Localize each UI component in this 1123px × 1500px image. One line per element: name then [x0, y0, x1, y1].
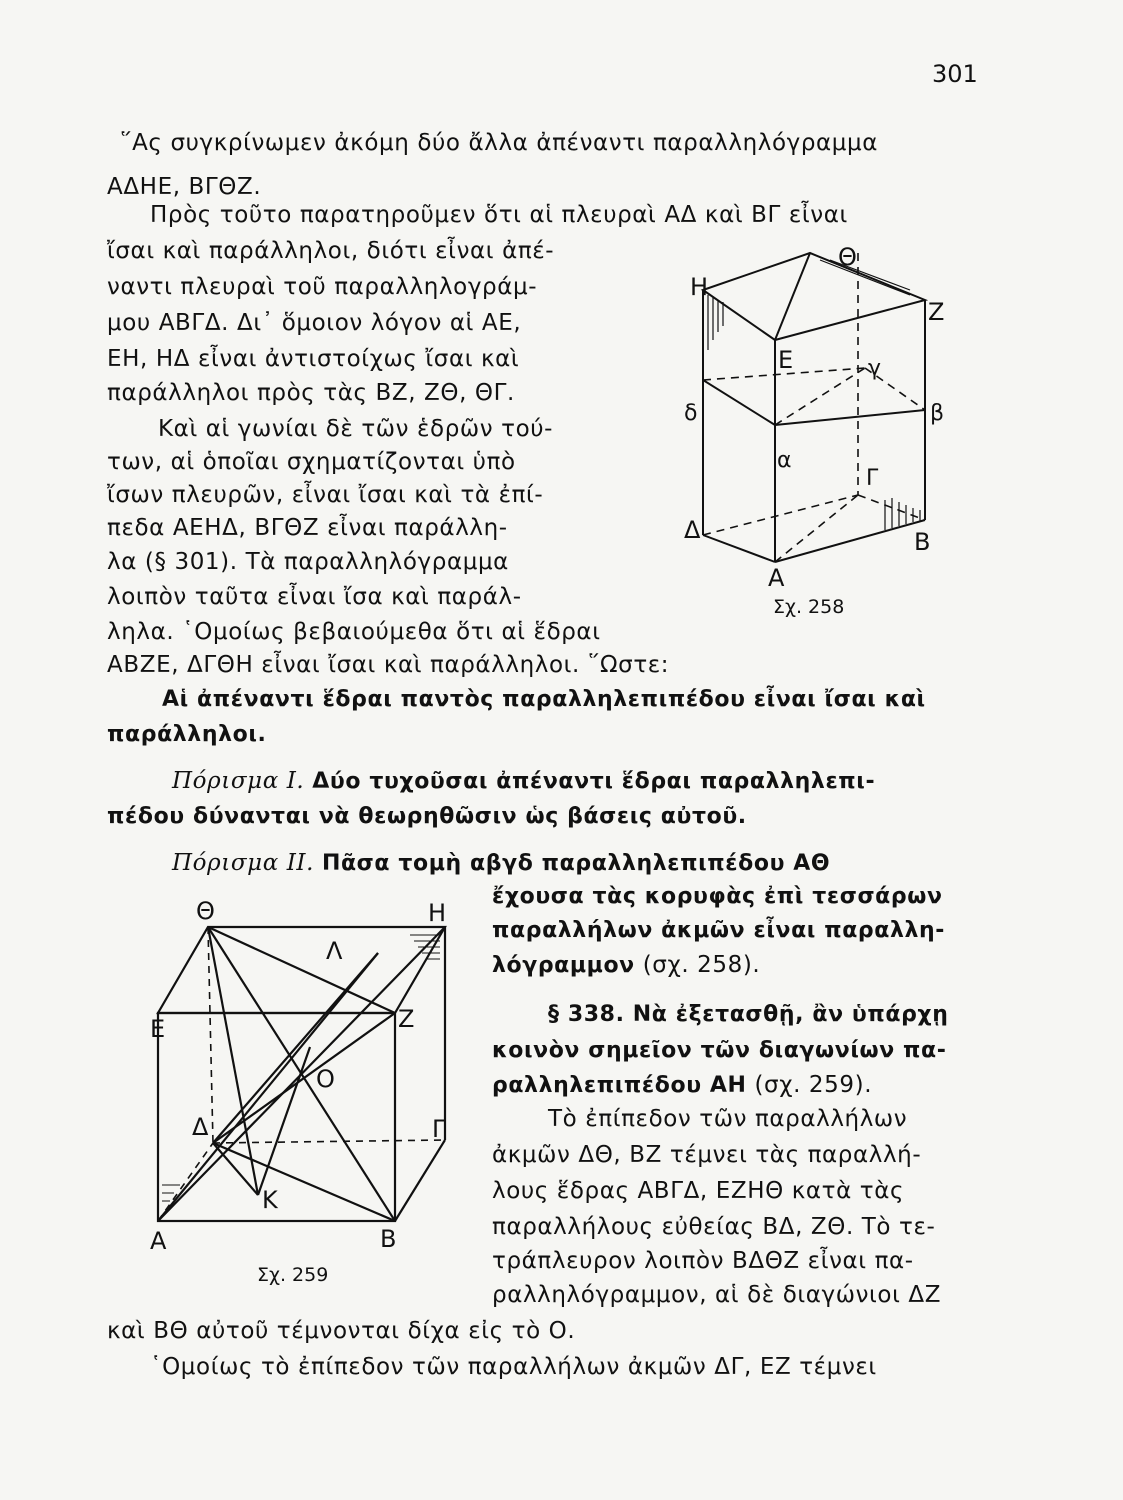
text-line: ΑΒΖΕ, ΔΓΘΗ εἶναι ἴσαι καὶ παράλληλοι. ῞Ωστε: — [107, 652, 670, 678]
figure-caption: Σχ. 258 — [773, 596, 845, 618]
hatching — [708, 260, 920, 530]
vertex-label: Γ — [432, 1115, 446, 1143]
section-heading: ραλληλεπιπέδου ΑΗ — [492, 1073, 747, 1098]
figure-reference: (σχ. 259). — [754, 1072, 873, 1098]
text-line: πεδα ΑΕΗΔ, ΒΓΘΖ εἶναι παράλλη- — [107, 515, 508, 541]
vertex-label: Β — [380, 1225, 397, 1253]
vertex-label: Λ — [326, 937, 343, 965]
vertex-label: Ζ — [928, 298, 945, 326]
vertex-label: Γ — [866, 466, 879, 491]
vertex-label: Η — [428, 899, 447, 927]
text-line: Καὶ αἱ γωνίαι δὲ τῶν ἑδρῶν τού- — [158, 416, 554, 442]
text-line: μου ΑΒΓΔ. Δι᾽ ὅμοιον λόγον αἱ ΑΕ, — [107, 310, 522, 336]
vertex-label: α — [777, 448, 792, 473]
corollary-label: Πόρισμα ΙΙ. — [172, 850, 315, 876]
text-line: των, αἱ ὁποῖαι σχηματίζονται ὑπὸ — [107, 449, 516, 475]
vertex-label: Ε — [778, 346, 794, 374]
vertex-label: Β — [914, 528, 931, 556]
vertex-label: Η — [690, 273, 709, 301]
text-line: ραλληλόγραμμον, αἱ δὲ διαγώνιοι ΔΖ — [492, 1282, 942, 1308]
theorem-statement: παράλληλοι. — [107, 722, 267, 747]
text-line: λα (§ 301). Τὰ παραλληλόγραμμα — [107, 549, 509, 575]
text-line: ΕΗ, ΗΔ εἶναι ἀντιστοίχως ἴσαι καὶ — [107, 346, 520, 372]
vertex-label: Ε — [150, 1015, 166, 1043]
corollary-text: παραλλήλων ἀκμῶν εἶναι παραλλη- — [492, 918, 946, 943]
text-line: ἴσων πλευρῶν, εἶναι ἴσαι καὶ τὰ ἐπί- — [107, 482, 544, 508]
vertex-label: Ο — [316, 1065, 335, 1093]
section-heading: § 338. Νὰ ἐξετασθῇ, ἂν ὑπάρχῃ — [548, 1002, 949, 1027]
vertex-label: Ζ — [398, 1005, 415, 1033]
figure-259 — [140, 895, 460, 1265]
text-line: λοιπὸν ταῦτα εἶναι ἴσα καὶ παράλ- — [107, 584, 522, 610]
text-line: ναντι πλευραὶ τοῦ παραλληλογράμ- — [107, 274, 538, 300]
vertex-label: Α — [768, 564, 785, 592]
corollary-text: λόγραμμον — [492, 953, 635, 978]
corollary-text: πέδου δύνανται νὰ θεωρηθῶσιν ὡς βάσεις αὐτοῦ. — [107, 804, 747, 829]
text-line: παράλληλοι πρὸς τὰς ΒΖ, ΖΘ, ΘΓ. — [107, 380, 515, 406]
vertex-label: Α — [150, 1227, 167, 1255]
text-line: καὶ ΒΘ αὐτοῦ τέμνονται δίχα εἰς τὸ Ο. — [107, 1318, 576, 1344]
text-line: ῞Ας συγκρίνωμεν ἀκόμη δύο ἄλλα ἀπέναντι παραλληλόγραμμα — [120, 130, 879, 156]
text-line: παραλλήλους εὐθείας ΒΔ, ΖΘ. Τὸ τε- — [492, 1214, 936, 1240]
corollary-text: Πᾶσα τομὴ αβγδ παραλληλεπιπέδου ΑΘ — [321, 851, 831, 876]
vertex-label: Θ — [838, 243, 857, 271]
theorem-statement: Αἱ ἀπέναντι ἕδραι παντὸς παραλληλεπιπέδου εἶναι ἴσαι καὶ — [162, 687, 926, 712]
text-line: ΑΔΗΕ, ΒΓΘΖ. — [107, 174, 262, 200]
corollary-text: Δύο τυχοῦσαι ἀπέναντι ἕδραι παραλληλεπι- — [312, 769, 876, 794]
vertex-label: Δ — [684, 516, 701, 544]
page-number: 301 — [932, 60, 978, 88]
vertex-label: Θ — [196, 897, 215, 925]
vertex-label: Κ — [262, 1186, 278, 1214]
text-line: ἴσαι καὶ παράλληλοι, διότι εἶναι ἀπέ- — [107, 238, 555, 264]
corollary-text: ἔχουσα τὰς κορυφὰς ἐπὶ τεσσάρων — [492, 884, 943, 909]
corollary-label: Πόρισμα Ι. — [172, 768, 305, 794]
vertex-label: γ — [868, 356, 882, 381]
vertex-label: β — [930, 401, 945, 426]
vertex-label: δ — [684, 401, 698, 426]
text-line: Πρὸς τοῦτο παρατηροῦμεν ὅτι αἱ πλευραὶ ΑΔ καὶ ΒΓ εἶναι — [150, 202, 848, 228]
text-line: ἀκμῶν ΔΘ, ΒΖ τέμνει τὰς παραλλή- — [492, 1142, 922, 1168]
text-line: ῾Ομοίως τὸ ἐπίπεδον τῶν παραλλήλων ἀκμῶν ΔΓ, ΕΖ τέμνει — [150, 1354, 877, 1380]
text-line: Τὸ ἐπίπεδον τῶν παραλλήλων — [548, 1106, 908, 1132]
text-line: ληλα. ῾Ομοίως βεβαιούμεθα ὅτι αἱ ἕδραι — [107, 619, 601, 645]
section-heading: κοινὸν σημεῖον τῶν διαγωνίων πα- — [492, 1038, 947, 1063]
figure-reference: (σχ. 258). — [642, 952, 761, 978]
figure-caption: Σχ. 259 — [257, 1264, 329, 1286]
text-line: λους ἕδρας ΑΒΓΔ, ΕΖΗΘ κατὰ τὰς — [492, 1178, 905, 1204]
vertex-label: Δ — [192, 1113, 209, 1141]
text-line: τράπλευρον λοιπὸν ΒΔΘΖ εἶναι πα- — [492, 1248, 914, 1274]
figure-258 — [670, 240, 970, 600]
